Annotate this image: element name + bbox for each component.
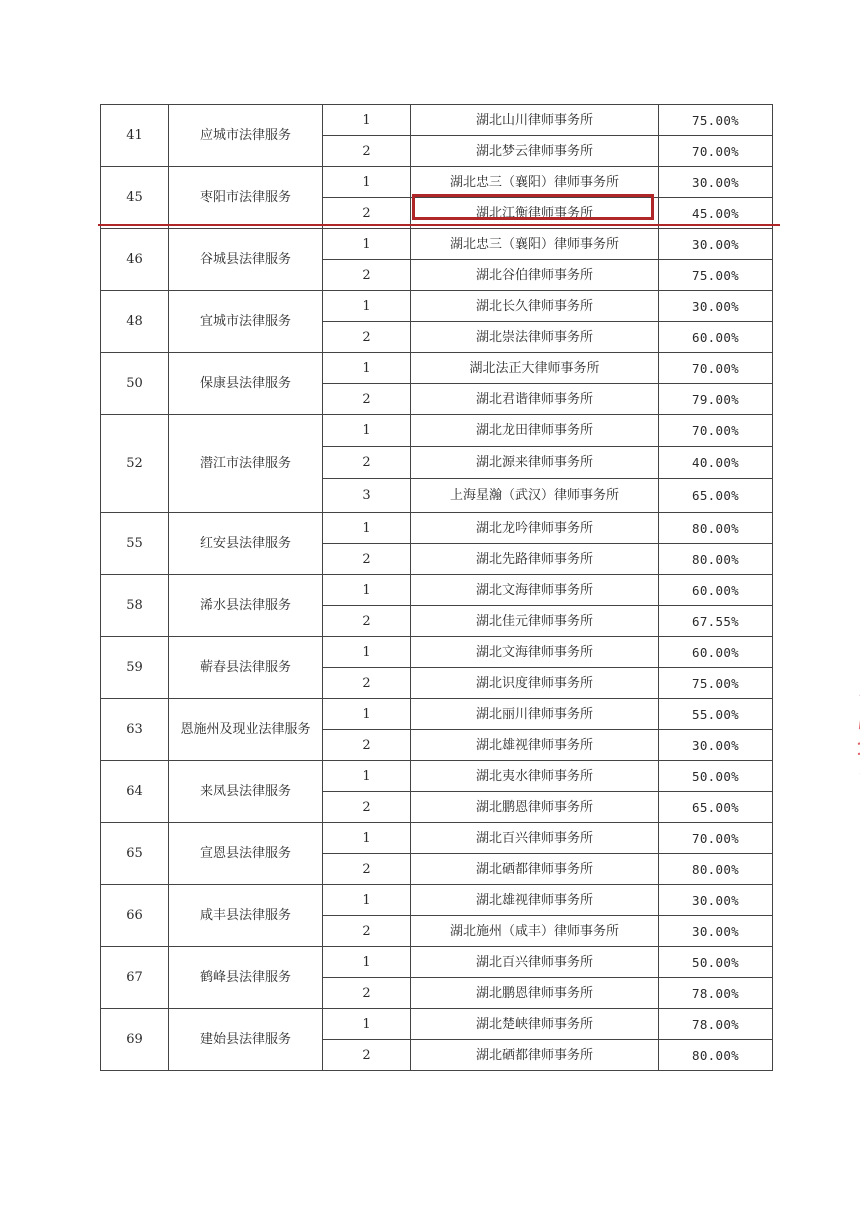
firm-name: 湖北鹏恩律师事务所 <box>411 978 659 1009</box>
project-name: 保康县法律服务 <box>169 353 323 415</box>
table-row <box>101 1009 773 1040</box>
project-name: 恩施州及现业法律服务 <box>169 699 323 761</box>
table-row <box>101 575 773 606</box>
firm-name: 湖北源来律师事务所 <box>411 447 659 479</box>
firm-name: 湖北龙田律师事务所 <box>411 415 659 447</box>
candidate-rank: 2 <box>323 260 411 291</box>
project-name: 建始县法律服务 <box>169 1009 323 1071</box>
rate-value: 70.00% <box>659 823 773 854</box>
rate-value: 30.00% <box>659 885 773 916</box>
firm-name: 湖北长久律师事务所 <box>411 291 659 322</box>
project-name: 鹤峰县法律服务 <box>169 947 323 1009</box>
firm-name: 湖北雄视律师事务所 <box>411 730 659 761</box>
rate-value: 75.00% <box>659 260 773 291</box>
candidate-rank: 2 <box>323 854 411 885</box>
firm-name: 湖北硒都律师事务所 <box>411 854 659 885</box>
table-row <box>101 513 773 544</box>
candidate-rank: 1 <box>323 885 411 916</box>
rate-value: 80.00% <box>659 513 773 544</box>
rate-value: 60.00% <box>659 575 773 606</box>
candidate-rank: 2 <box>323 198 411 229</box>
project-name: 来凤县法律服务 <box>169 761 323 823</box>
rate-value: 55.00% <box>659 699 773 730</box>
candidate-rank: 2 <box>323 978 411 1009</box>
firm-name: 湖北硒都律师事务所 <box>411 1040 659 1071</box>
lot-number: 50 <box>101 353 169 415</box>
rate-value: 50.00% <box>659 761 773 792</box>
candidate-rank: 1 <box>323 353 411 384</box>
lot-number: 63 <box>101 699 169 761</box>
lot-number: 65 <box>101 823 169 885</box>
table-row <box>101 885 773 916</box>
rate-value: 80.00% <box>659 1040 773 1071</box>
rate-value: 75.00% <box>659 105 773 136</box>
firm-name: 上海星瀚（武汉）律师事务所 <box>411 479 659 513</box>
rate-value: 70.00% <box>659 353 773 384</box>
project-name: 咸丰县法律服务 <box>169 885 323 947</box>
firm-name: 湖北鹏恩律师事务所 <box>411 792 659 823</box>
firm-name: 湖北雄视律师事务所 <box>411 885 659 916</box>
firm-name: 湖北忠三（襄阳）律师事务所 <box>411 229 659 260</box>
firm-name: 湖北君谐律师事务所 <box>411 384 659 415</box>
candidate-rank: 2 <box>323 136 411 167</box>
rate-value: 67.55% <box>659 606 773 637</box>
candidate-rank: 2 <box>323 668 411 699</box>
table-row <box>101 823 773 854</box>
lot-number: 55 <box>101 513 169 575</box>
firm-name: 湖北百兴律师事务所 <box>411 823 659 854</box>
candidate-rank: 2 <box>323 916 411 947</box>
candidate-rank: 1 <box>323 291 411 322</box>
table-row <box>101 105 773 136</box>
table-row <box>101 947 773 978</box>
lot-number: 69 <box>101 1009 169 1071</box>
firm-name: 湖北楚峡律师事务所 <box>411 1009 659 1040</box>
rate-value: 50.00% <box>659 947 773 978</box>
rate-value: 78.00% <box>659 1009 773 1040</box>
project-name: 浠水县法律服务 <box>169 575 323 637</box>
rate-value: 60.00% <box>659 322 773 353</box>
lot-number: 67 <box>101 947 169 1009</box>
firm-name: 湖北识度律师事务所 <box>411 668 659 699</box>
candidate-rank: 1 <box>323 575 411 606</box>
lot-number: 41 <box>101 105 169 167</box>
candidate-rank: 2 <box>323 322 411 353</box>
project-name: 潜江市法律服务 <box>169 415 323 513</box>
rate-value: 30.00% <box>659 730 773 761</box>
rate-value: 30.00% <box>659 291 773 322</box>
firm-name: 湖北梦云律师事务所 <box>411 136 659 167</box>
lot-number: 46 <box>101 229 169 291</box>
firm-name: 湖北佳元律师事务所 <box>411 606 659 637</box>
rate-value: 30.00% <box>659 229 773 260</box>
candidate-rank: 2 <box>323 447 411 479</box>
rate-value: 70.00% <box>659 415 773 447</box>
rate-value: 65.00% <box>659 792 773 823</box>
rate-value: 65.00% <box>659 479 773 513</box>
candidate-rank: 1 <box>323 167 411 198</box>
rate-value: 30.00% <box>659 167 773 198</box>
candidate-rank: 1 <box>323 415 411 447</box>
candidate-rank: 2 <box>323 606 411 637</box>
firm-name: 湖北文海律师事务所 <box>411 637 659 668</box>
candidate-rank: 1 <box>323 699 411 730</box>
candidate-rank: 1 <box>323 947 411 978</box>
lot-number: 59 <box>101 637 169 699</box>
project-name: 蕲春县法律服务 <box>169 637 323 699</box>
table-row <box>101 229 773 260</box>
table-row <box>101 637 773 668</box>
project-name: 枣阳市法律服务 <box>169 167 323 229</box>
firm-name: 湖北法正大律师事务所 <box>411 353 659 384</box>
project-name: 谷城县法律服务 <box>169 229 323 291</box>
candidate-rank: 1 <box>323 513 411 544</box>
rate-value: 78.00% <box>659 978 773 1009</box>
table-row <box>101 761 773 792</box>
table-row <box>101 699 773 730</box>
firm-name: 湖北龙吟律师事务所 <box>411 513 659 544</box>
firm-name: 湖北江衡律师事务所 <box>411 198 659 229</box>
seal-fragment-icon <box>834 682 860 842</box>
candidate-rank: 1 <box>323 105 411 136</box>
firm-name: 湖北丽川律师事务所 <box>411 699 659 730</box>
project-name: 宜城市法律服务 <box>169 291 323 353</box>
candidate-rank: 2 <box>323 1040 411 1071</box>
firm-name: 湖北忠三（襄阳）律师事务所 <box>411 167 659 198</box>
table-row <box>101 353 773 384</box>
candidate-rank: 1 <box>323 823 411 854</box>
candidate-rank: 1 <box>323 637 411 668</box>
candidate-rank: 1 <box>323 761 411 792</box>
table-row <box>101 291 773 322</box>
rate-value: 40.00% <box>659 447 773 479</box>
results-table <box>100 104 773 1071</box>
firm-name: 湖北文海律师事务所 <box>411 575 659 606</box>
rate-value: 80.00% <box>659 544 773 575</box>
firm-name: 湖北山川律师事务所 <box>411 105 659 136</box>
firm-name: 湖北谷伯律师事务所 <box>411 260 659 291</box>
lot-number: 58 <box>101 575 169 637</box>
candidate-rank: 1 <box>323 229 411 260</box>
firm-name: 湖北先路律师事务所 <box>411 544 659 575</box>
project-name: 红安县法律服务 <box>169 513 323 575</box>
firm-name: 湖北夷水律师事务所 <box>411 761 659 792</box>
candidate-rank: 2 <box>323 792 411 823</box>
candidate-rank: 3 <box>323 479 411 513</box>
candidate-rank: 2 <box>323 384 411 415</box>
rate-value: 79.00% <box>659 384 773 415</box>
rate-value: 60.00% <box>659 637 773 668</box>
lot-number: 45 <box>101 167 169 229</box>
table-row <box>101 415 773 447</box>
firm-name: 湖北施州（咸丰）律师事务所 <box>411 916 659 947</box>
rate-value: 45.00% <box>659 198 773 229</box>
lot-number: 66 <box>101 885 169 947</box>
firm-name: 湖北崇法律师事务所 <box>411 322 659 353</box>
table-row <box>101 167 773 198</box>
candidate-rank: 2 <box>323 544 411 575</box>
project-name: 应城市法律服务 <box>169 105 323 167</box>
project-name: 宣恩县法律服务 <box>169 823 323 885</box>
rate-value: 30.00% <box>659 916 773 947</box>
candidate-rank: 1 <box>323 1009 411 1040</box>
lot-number: 64 <box>101 761 169 823</box>
rate-value: 75.00% <box>659 668 773 699</box>
candidate-rank: 2 <box>323 730 411 761</box>
firm-name: 湖北百兴律师事务所 <box>411 947 659 978</box>
rate-value: 70.00% <box>659 136 773 167</box>
lot-number: 48 <box>101 291 169 353</box>
lot-number: 52 <box>101 415 169 513</box>
rate-value: 80.00% <box>659 854 773 885</box>
